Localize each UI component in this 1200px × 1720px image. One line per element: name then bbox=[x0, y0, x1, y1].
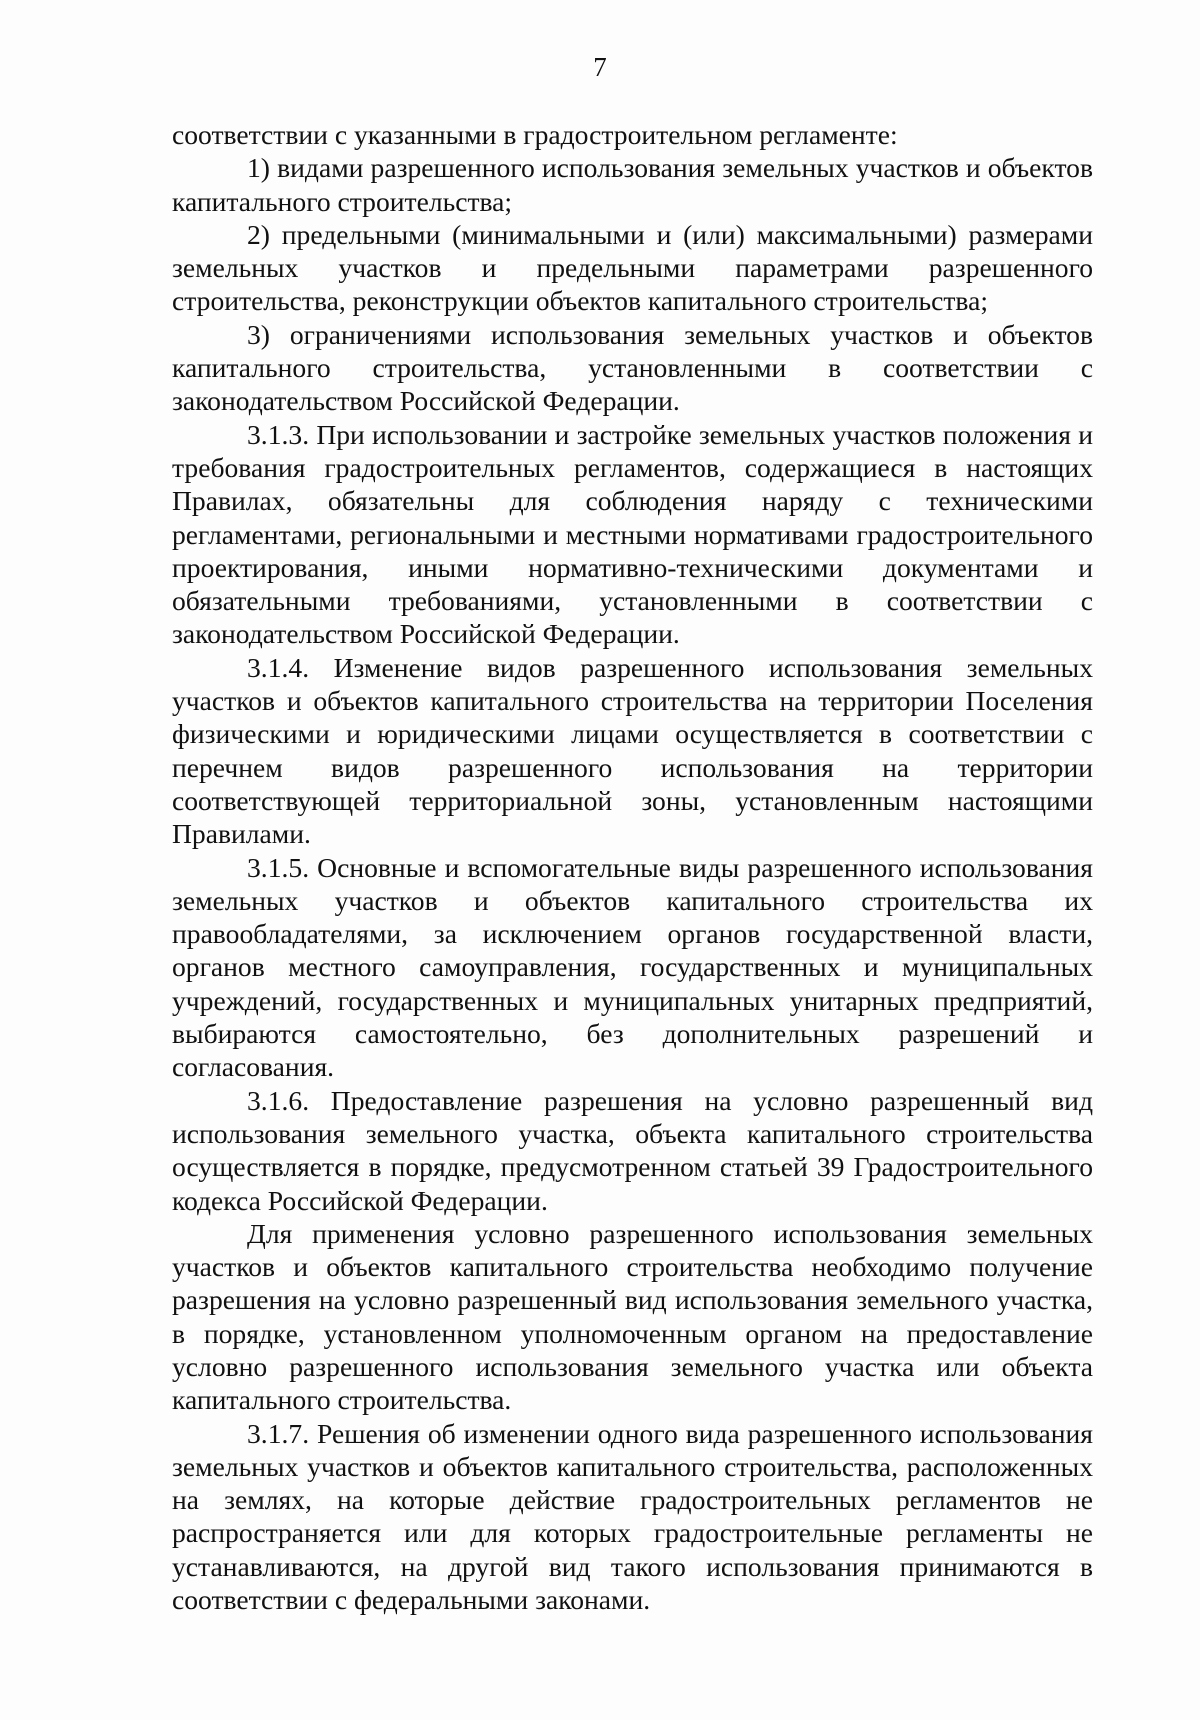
paragraph-3-1-6: 3.1.6. Предоставление разрешения на условно разрешенный вид использования земельного участка, объекта капитального строительства осуществляется в порядке, предусмотренном статьей 39 Градостроительного кодекса Российской Федерации. bbox=[172, 1084, 1093, 1216]
page-number: 7 bbox=[593, 52, 607, 82]
paragraph-continuation: соответствии с указанными в градостроительном регламенте: bbox=[172, 119, 898, 150]
list-item-3: 3) ограничениями использования земельных участков и объектов капитального строительства, установленными в соответствии с законодательством Российской Федерации. bbox=[172, 318, 1093, 417]
list-item-1: 1) видами разрешенного использования земельных участков и объектов капитального строительства; bbox=[172, 152, 1093, 217]
document-body bbox=[172, 118, 1093, 1616]
paragraph-3-1-3: 3.1.3. При использовании и застройке земельных участков положения и требования градостроительных регламентов, содержащиеся в настоящих Правилах, обязательны для соблюдения наряду с техническими регламентами, региональными и местными нормативами градостроительного проектирования, иными нормативно-техническими документами и обязательными требованиями, установленными в соответствии с законодательством Российской Федерации. bbox=[172, 418, 1093, 650]
list-item-2: 2) предельными (минимальными и (или) максимальными) размерами земельных участков и предельными параметрами разрешенного строительства, реконструкции объектов капитального строительства; bbox=[172, 218, 1093, 317]
paragraph-3-1-7: 3.1.7. Решения об изменении одного вида разрешенного использования земельных участков и объектов капитального строительства, расположенных на землях, на которые действие градостроительных регламентов не распространяется или для которых градостроительные регламенты не устанавливаются, на другой вид такого использования принимаются в соответствии с федеральными законами. bbox=[172, 1417, 1093, 1616]
paragraph-3-1-4: 3.1.4. Изменение видов разрешенного использования земельных участков и объектов капитального строительства на территории Поселения физическими и юридическими лицами осуществляется в соответствии с перечнем видов разрешенного использования на территории соответствующей территориальной зоны, установленным настоящими Правилами. bbox=[172, 651, 1093, 850]
paragraph-3-1-5: 3.1.5. Основные и вспомогательные виды разрешенного использования земельных участков и объектов капитального строительства их правообладателями, за исключением органов государственной власти, органов местного самоуправления, государственных и муниципальных учреждений, государственных и муниципальных унитарных предприятий, выбираются самостоятельно, без дополнительных разрешений и согласования. bbox=[172, 851, 1093, 1083]
paragraph-conditional-use: Для применения условно разрешенного использования земельных участков и объектов капитального строительства необходимо получение разрешения на условно разрешенный вид использования земельного участка, в порядке, установленном уполномоченным органом на предоставление условно разрешенного использования земельного участка или объекта капитального строительства. bbox=[172, 1217, 1093, 1416]
